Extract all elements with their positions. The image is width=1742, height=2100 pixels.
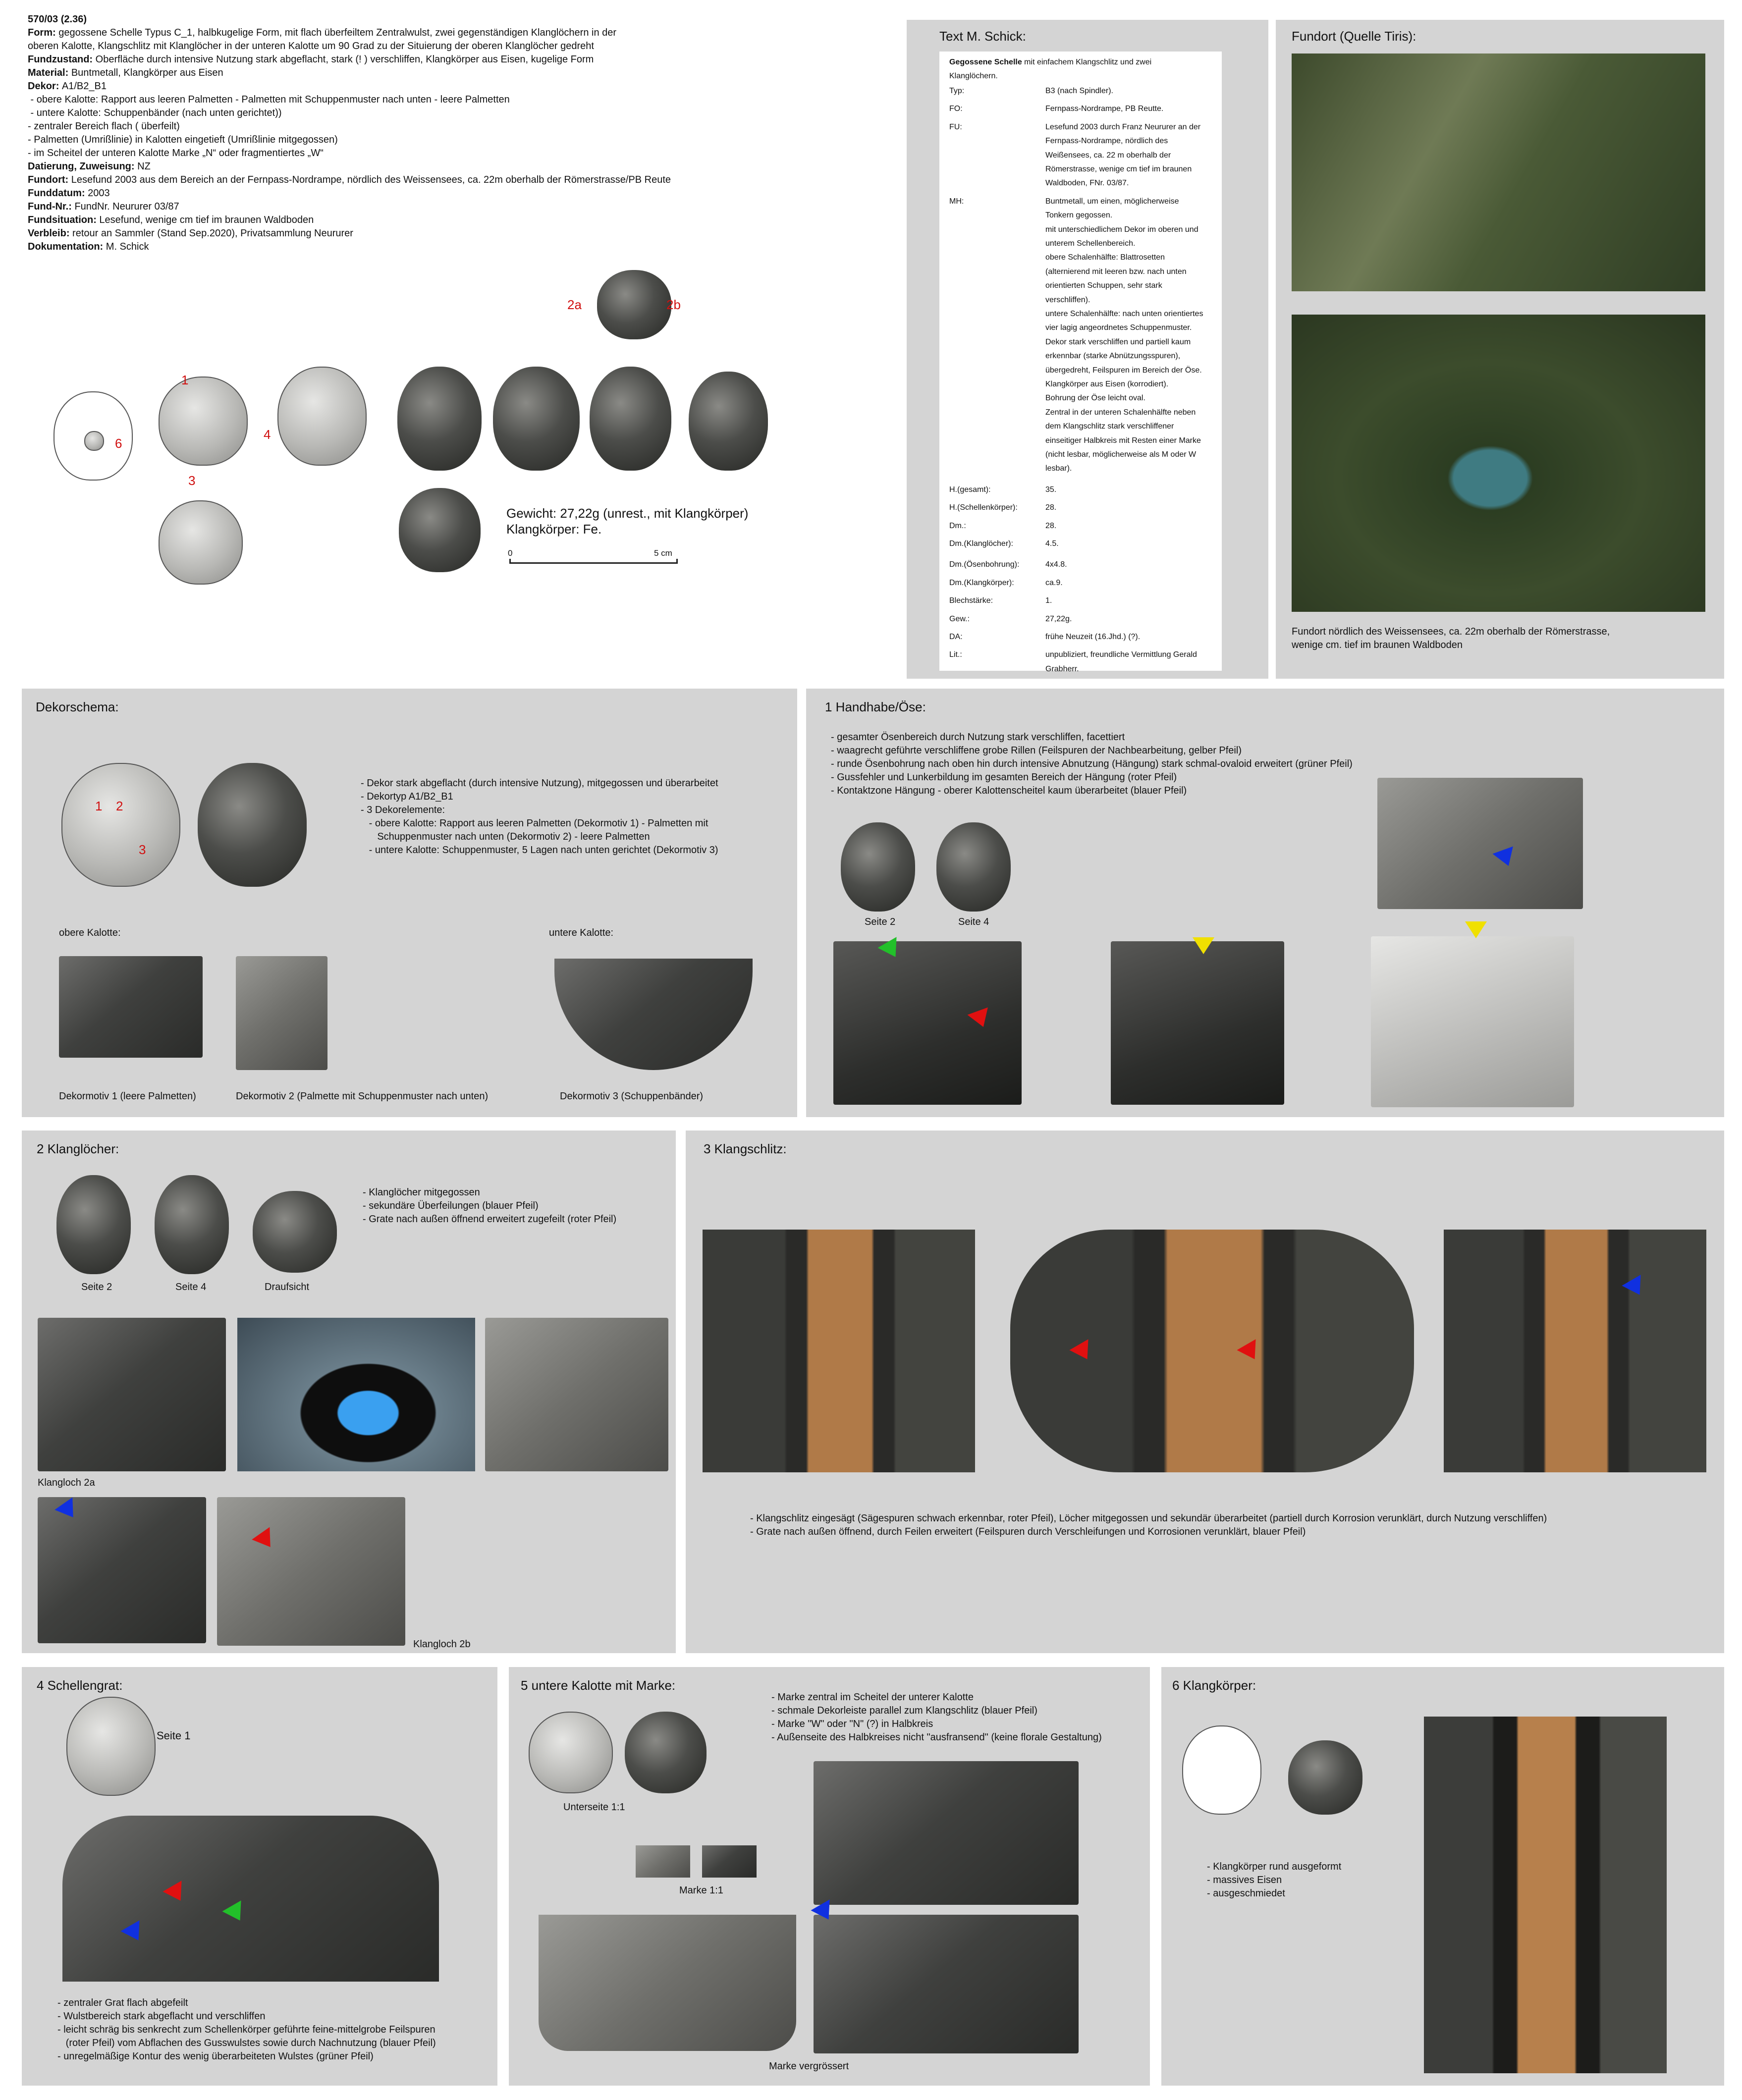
handhabe-notes <box>831 731 1353 798</box>
label-6: 6 <box>115 436 122 451</box>
schick-value: unterem Schellenbereich. <box>1045 239 1136 248</box>
panel-title: Text M. Schick: <box>939 29 1026 44</box>
schick-value: Weißensees, ca. 22 m oberhalb der <box>1045 151 1171 160</box>
map-detail <box>1292 315 1705 612</box>
schick-key: Gew.: <box>949 615 970 623</box>
schick-value: Klangkörper aus Eisen (korrodiert). <box>1045 380 1169 388</box>
dekor-label-1: 1 <box>95 799 103 813</box>
klangschlitz-photo-right <box>1444 1230 1706 1472</box>
handhabe-side-4-photo <box>936 822 1011 912</box>
grat-side-caption: Seite 1 <box>157 1729 191 1742</box>
schick-value: Lesefund 2003 durch Franz Neururer an der <box>1045 123 1201 131</box>
note-line: - schmale Dekorleiste parallel zum Klangschlitz (blauer Pfeil) <box>771 1705 1037 1716</box>
grat-photo <box>62 1816 439 1982</box>
marke-enlarged-drawing <box>539 1915 796 2051</box>
eye-drawing <box>1371 936 1574 1107</box>
marke-11-photo <box>702 1845 757 1878</box>
dekor-label-3: 3 <box>139 842 146 857</box>
note-line: - Wulstbereich stark abgeflacht und verschliffen <box>57 2011 266 2022</box>
note-line: (roter Pfeil) vom Abflachen des Gusswulstes sowie durch Nachnutzung (blauer Pfeil) <box>57 2038 436 2048</box>
photo-side-2 <box>493 367 580 471</box>
klangloch-2a-photo-3 <box>485 1318 668 1471</box>
note-line: - leicht schräg bis senkrecht zum Schellenkörper geführte feine-mittelgrobe Feilspuren <box>57 2024 436 2035</box>
header-value: - obere Kalotte: Rapport aus leeren Palmetten - Palmetten mit Schuppenmuster nach unten - leere Palmetten <box>28 94 510 105</box>
klangloch-2b-photo-2 <box>217 1497 405 1646</box>
schick-intro <box>949 55 1151 69</box>
handhabe-side-2-photo <box>841 822 915 912</box>
schick-key: FU: <box>949 123 962 131</box>
header-key: Dekor: <box>28 81 62 92</box>
header-line <box>28 80 671 93</box>
panel-title: Dekorschema: <box>36 700 119 714</box>
note-line: - obere Kalotte: Rapport aus leeren Palmetten (Dekormotiv 1) - Palmetten mit <box>361 818 708 829</box>
label-4: 4 <box>264 427 271 442</box>
schick-intro-rest: mit einfachem Klangschlitz und zwei <box>1022 58 1152 66</box>
header-value: Lesefund, wenige cm tief im braunen Waldboden <box>99 215 314 225</box>
map-overview <box>1292 54 1705 291</box>
klangloch-2a-photo-1 <box>38 1318 226 1471</box>
schick-value: 4.5. <box>1045 539 1059 548</box>
note-line: - waagrecht geführte verschliffene grobe Rillen (Feilspuren der Nachbearbeitung, gelber Pfeil) <box>831 745 1242 756</box>
schick-intro-bold: Gegossene Schelle <box>949 58 1022 66</box>
untere-kalotte-label: untere Kalotte: <box>549 927 614 938</box>
dekor-photo <box>198 763 307 887</box>
dekormotiv-2-photo <box>236 956 327 1070</box>
klangloch-side-4-caption: Seite 4 <box>175 1282 207 1292</box>
header-value: 2003 <box>88 188 110 199</box>
schick-value: unpubliziert, freundliche Vermittlung Gerald <box>1045 650 1197 659</box>
scale-start: 0 <box>508 548 513 558</box>
marke-vergroessert-caption: Marke vergrössert <box>769 2061 849 2072</box>
marke-photo-strip <box>814 1915 1079 2053</box>
note-line: - zentraler Grat flach abgefeilt <box>57 1997 188 2008</box>
header-line <box>28 26 671 40</box>
schick-value: 4x4.8. <box>1045 560 1067 569</box>
schick-value: Bohrung der Öse leicht oval. <box>1045 394 1145 402</box>
header-value: Buntmetall, Klangkörper aus Eisen <box>71 67 223 78</box>
label-2a: 2a <box>567 297 582 312</box>
sketch-side-1 <box>159 377 248 466</box>
schick-value: Zentral in der unteren Schalenhälfte neben <box>1045 408 1196 417</box>
schick-key: Typ: <box>949 87 965 95</box>
panel-text-schick <box>907 20 1268 679</box>
obere-kalotte-label: obere Kalotte: <box>59 927 121 938</box>
schick-key: H.(Schellenkörper): <box>949 503 1018 512</box>
header-value: FundNr. Neururer 03/87 <box>74 201 179 212</box>
note-line: - gesamter Ösenbereich durch Nutzung stark verschliffen, facettiert <box>831 732 1125 743</box>
header-key: Material: <box>28 67 71 78</box>
note-line: - Gussfehler und Lunkerbildung im gesamten Bereich der Hängung (roter Pfeil) <box>831 772 1177 783</box>
label-2b: 2b <box>666 297 681 312</box>
handhabe-side-4-caption: Seite 4 <box>958 916 989 927</box>
header-line <box>28 147 671 160</box>
marke-11-sketch <box>636 1845 690 1878</box>
header-value: - im Scheitel der unteren Kalotte Marke „N“ oder fragmentiertes „W“ <box>28 148 324 159</box>
fundort-caption-2: wenige cm. tief im braunen Waldboden <box>1292 640 1463 650</box>
label-1: 1 <box>181 373 189 387</box>
header-value: - untere Kalotte: Schuppenbänder (nach unten gerichtet)) <box>28 108 282 118</box>
panel-fundort <box>1276 20 1724 679</box>
note-line: - unregelmäßige Kontur des wenig überarbeiteten Wulstes (grüner Pfeil) <box>57 2051 374 2062</box>
schick-value: vier lagig angeordnetes Schuppenmuster. <box>1045 323 1192 332</box>
schick-value: B3 (nach Spindler). <box>1045 87 1113 95</box>
schick-value: dem Klangschlitz stark verschliffener <box>1045 422 1174 431</box>
note-line: - Dekortyp A1/B2_B1 <box>361 791 453 802</box>
klangloch-top-caption: Draufsicht <box>265 1282 310 1292</box>
header-key: Fundort: <box>28 174 71 185</box>
note-line: - untere Kalotte: Schuppenmuster, 5 Lagen nach unten gerichtet (Dekormotiv 3) <box>361 845 718 856</box>
header-value: A1/B2_B1 <box>61 81 107 92</box>
scale-bar <box>509 559 678 564</box>
header-line <box>28 200 671 214</box>
dekormotiv-3-caption: Dekormotiv 3 (Schuppenbänder) <box>560 1091 704 1102</box>
header-line <box>28 120 671 133</box>
marke-notes <box>771 1691 1102 1744</box>
panel-title: 6 Klangkörper: <box>1172 1678 1256 1693</box>
note-line: - runde Ösenbohrung nach oben hin durch intensive Abnutzung (Hängung) stark schmal-ovaloid erweitert (grüner Pfeil) <box>831 758 1353 769</box>
note-line: - Kontaktzone Hängung - oberer Kalottenscheitel kaum überarbeitet (blauer Pfeil) <box>831 785 1187 796</box>
note-line: Schuppenmuster nach unten (Dekormotiv 2) - leere Palmetten <box>361 831 650 842</box>
schick-intro-line2: Klanglöchern. <box>949 72 998 80</box>
header-line <box>28 173 671 187</box>
klangloch-side-4-photo <box>155 1175 229 1274</box>
header-key: Verbleib: <box>28 228 73 239</box>
header-line <box>28 240 671 254</box>
scale-end: 5 cm <box>654 548 672 558</box>
schick-value: einseitiger Halbkreis mit Resten einer Marke <box>1045 436 1201 445</box>
klangloch-2a-caption: Klangloch 2a <box>38 1477 95 1488</box>
schick-value: frühe Neuzeit (16.Jhd.) (?). <box>1045 633 1141 641</box>
schick-text-sheet <box>939 52 1222 671</box>
schick-key: Blechstärke: <box>949 596 993 605</box>
yellow-arrow <box>1465 921 1487 938</box>
panel-schellengrat <box>22 1667 497 2086</box>
schick-value: Dekor stark verschliffen und partiell kaum <box>1045 338 1191 346</box>
photo-bottom <box>399 488 481 572</box>
photo-side-4 <box>689 372 768 471</box>
photo-side-3 <box>590 367 671 471</box>
yellow-arrow <box>1193 937 1214 954</box>
note-line: - Außenseite des Halbkreises nicht "ausfransend" (keine florale Gestaltung) <box>771 1732 1102 1743</box>
header-value: M. Schick <box>106 241 149 252</box>
header-line <box>28 133 671 147</box>
note-line: - Dekor stark abgeflacht (durch intensive Nutzung), mitgegossen und überarbeitet <box>361 778 718 789</box>
header-key: Dokumentation: <box>28 241 106 252</box>
klangloecher-notes <box>363 1186 616 1226</box>
schick-value: obere Schalenhälfte: Blattrosetten <box>1045 253 1165 262</box>
header-value: gegossene Schelle Typus C_1, halbkugelige Form, mit flach überfeiltem Zentralwulst, zwei gegenständigen Klanglöchern in der <box>58 27 617 38</box>
schick-value: Fernpass-Nordrampe, PB Reutte. <box>1045 105 1164 113</box>
schick-value: (nicht lesbar, möglicherweise als M oder W <box>1045 450 1197 459</box>
eye-photo-2 <box>1111 941 1284 1105</box>
klangkoerper-photo-small <box>1288 1740 1362 1815</box>
header-key: Fundsituation: <box>28 215 100 225</box>
schick-value: untere Schalenhälfte: nach unten orientiertes <box>1045 310 1203 318</box>
schick-value: Buntmetall, um einen, möglicherweise <box>1045 197 1179 206</box>
dekor-label-2: 2 <box>116 799 123 813</box>
klangkoerper-sketch <box>1182 1725 1261 1815</box>
photo-top-view <box>597 270 671 339</box>
header-key: Fund-Nr.: <box>28 201 75 212</box>
panel-klangschlitz <box>686 1131 1724 1653</box>
dekormotiv-1-photo <box>59 956 203 1058</box>
grat-notes <box>57 1996 436 2063</box>
schick-key: FO: <box>949 105 963 113</box>
header-line <box>28 160 671 173</box>
note-line: - Grate nach außen öffnend, durch Feilen erweitert (Feilspuren durch Verschleifungen und Korrosionen verunklärt, blauer Pfeil) <box>750 1526 1306 1537</box>
schick-key: DA: <box>949 633 963 641</box>
header-value: - zentraler Bereich flach ( überfeilt) <box>28 121 180 132</box>
header-line <box>28 214 671 227</box>
schick-value: 1. <box>1045 596 1052 605</box>
header-line <box>28 66 671 80</box>
note-line: - sekundäre Überfeilungen (blauer Pfeil) <box>363 1200 539 1211</box>
handhabe-contact-photo <box>1377 778 1583 909</box>
note-line: - Klangkörper rund ausgeformt <box>1207 1861 1342 1872</box>
schick-key: Dm.: <box>949 522 966 530</box>
marke-11-caption: Marke 1:1 <box>679 1885 723 1896</box>
header-line <box>28 227 671 240</box>
schick-value: Grabherr. <box>1045 665 1079 673</box>
sketch-ball <box>84 431 104 451</box>
header-line <box>28 40 671 53</box>
marke-photo-bottom <box>625 1712 707 1793</box>
dekormotiv-2-caption: Dekormotiv 2 (Palmette mit Schuppenmuster nach unten) <box>236 1091 489 1102</box>
marke-unterseite-caption: Unterseite 1:1 <box>563 1802 625 1813</box>
marke-photo-outline <box>814 1761 1079 1905</box>
panel-title: 3 Klangschlitz: <box>704 1141 787 1156</box>
panel-klangkoerper <box>1161 1667 1724 2086</box>
panel-dekorschema <box>22 689 797 1117</box>
schick-value: 35. <box>1045 485 1057 494</box>
klangloch-side-2-caption: Seite 2 <box>81 1282 112 1292</box>
note-line: - ausgeschmiedet <box>1207 1888 1285 1899</box>
note-line: - Klangschlitz eingesägt (Sägespuren schwach erkennbar, roter Pfeil), Löcher mitgegossen und sekundär überarbeitet (partiell durch Korrosion verunklärt, durch Nutzung verschliffen) <box>750 1513 1547 1524</box>
note-line: - 3 Dekorelemente: <box>361 805 445 815</box>
record-id: 570/03 (2.36) <box>28 14 87 25</box>
header-value: Lesefund 2003 aus dem Bereich an der Fernpass-Nordrampe, nördlich des Weissensees, ca. 22m oberhalb der Römerstrasse/PB Reute <box>71 174 671 185</box>
panel-klangloecher <box>22 1131 676 1653</box>
header-value: oberen Kalotte, Klangschlitz mit Klanglöcher in der unteren Kalotte um 90 Grad zu der Situierung der oberen Klanglöcher gedreht <box>28 41 594 52</box>
header-key: Fundzustand: <box>28 54 96 65</box>
header-line <box>28 93 671 107</box>
klangloch-top-photo <box>253 1191 337 1273</box>
photo-side-1 <box>397 367 482 471</box>
schick-value: lesbar). <box>1045 464 1072 473</box>
schick-key: Dm.(Klangkörper): <box>949 579 1014 587</box>
dekormotiv-1-caption: Dekormotiv 1 (leere Palmetten) <box>59 1091 196 1102</box>
sketch-bottom <box>159 500 243 585</box>
panel-title: 2 Klanglöcher: <box>37 1141 119 1156</box>
schick-value: verschliffen). <box>1045 296 1090 304</box>
note-line: - Grate nach außen öffnend erweitert zugefeilt (roter Pfeil) <box>363 1214 617 1225</box>
header-line <box>28 53 671 66</box>
klangloch-side-2-photo <box>56 1175 131 1274</box>
note-line: - massives Eisen <box>1207 1875 1282 1885</box>
dekormotiv-3-photo <box>554 959 753 1070</box>
schick-value: Waldboden, FNr. 03/87. <box>1045 179 1129 187</box>
schick-value: orientierten Schuppen, sehr stark <box>1045 281 1162 290</box>
header-line <box>28 187 671 200</box>
schick-value: erkennbar (starke Abnützungsspuren), <box>1045 352 1181 360</box>
schick-value: 27,22g. <box>1045 615 1072 623</box>
schick-value: mit unterschiedlichem Dekor im oberen und <box>1045 225 1198 234</box>
panel-marke <box>509 1667 1150 2086</box>
dekor-notes <box>361 777 718 857</box>
klangloch-2b-caption: Klangloch 2b <box>413 1639 471 1650</box>
klangkoerper-photo-large <box>1424 1717 1667 2073</box>
schick-value: Römerstrasse, wenige cm tief im braunen <box>1045 165 1192 173</box>
sketch-side-4 <box>277 367 367 466</box>
header-value: NZ <box>137 161 151 172</box>
weight-text: Gewicht: 27,22g (unrest., mit Klangkörper) <box>506 506 749 521</box>
header-key: Form: <box>28 27 59 38</box>
panel-title: 5 untere Kalotte mit Marke: <box>521 1678 676 1693</box>
header-key: Funddatum: <box>28 188 88 199</box>
schick-value: übergedreht, Feilspuren im Bereich der Öse. <box>1045 366 1202 375</box>
note-line: - Marke "W" oder "N" (?) in Halbkreis <box>771 1719 933 1729</box>
handhabe-side-2-caption: Seite 2 <box>865 916 896 927</box>
marke-sketch <box>529 1712 613 1793</box>
schick-key: H.(gesamt): <box>949 485 991 494</box>
panel-handhabe <box>806 689 1724 1117</box>
schick-key: Lit.: <box>949 650 962 659</box>
schick-value: 28. <box>1045 522 1057 530</box>
panel-title: 1 Handhabe/Öse: <box>825 700 926 714</box>
header-value: - Palmetten (Umrißlinie) in Kalotten eingetieft (Umrißlinie mitgegossen) <box>28 134 338 145</box>
note-line: - Klanglöcher mitgegossen <box>363 1187 480 1198</box>
panel-title: Fundort (Quelle Tiris): <box>1292 29 1416 44</box>
klangschlitz-notes <box>750 1512 1547 1539</box>
klangschlitz-photo-left <box>703 1230 975 1472</box>
schick-key: Dm.(Klanglöcher): <box>949 539 1013 548</box>
dekor-sketch <box>61 763 180 887</box>
schick-value: Tonkern gegossen. <box>1045 211 1113 219</box>
note-line: - Marke zentral im Scheitel der unterer Kalotte <box>771 1692 974 1703</box>
schick-value: (alternierend mit leeren bzw. nach unten <box>1045 268 1187 276</box>
schick-key: Dm.(Ösenbohrung): <box>949 560 1020 569</box>
schick-value: Fernpass-Nordrampe, nördlich des <box>1045 137 1168 145</box>
schick-key: MH: <box>949 197 964 206</box>
klangkoerper-notes <box>1207 1860 1341 1900</box>
label-3: 3 <box>188 473 196 488</box>
record-description <box>28 26 671 254</box>
klangloch-2a-photo-2 <box>237 1318 475 1471</box>
header-value: retour an Sammler (Stand Sep.2020), Privatsammlung Neururer <box>72 228 353 239</box>
header-key: Datierung, Zuweisung: <box>28 161 138 172</box>
body-material-text: Klangkörper: Fe. <box>506 522 602 537</box>
fundort-caption-1: Fundort nördlich des Weissensees, ca. 22m oberhalb der Römerstrasse, <box>1292 626 1610 637</box>
panel-title: 4 Schellengrat: <box>37 1678 123 1693</box>
header-value: Oberfläche durch intensive Nutzung stark abgeflacht, stark (! ) verschliffen, Klangkörper aus Eisen, kugelige Form <box>95 54 594 65</box>
schick-value: ca.9. <box>1045 579 1063 587</box>
header-line <box>28 107 671 120</box>
grat-sketch <box>66 1697 156 1796</box>
schick-value: 28. <box>1045 503 1057 512</box>
